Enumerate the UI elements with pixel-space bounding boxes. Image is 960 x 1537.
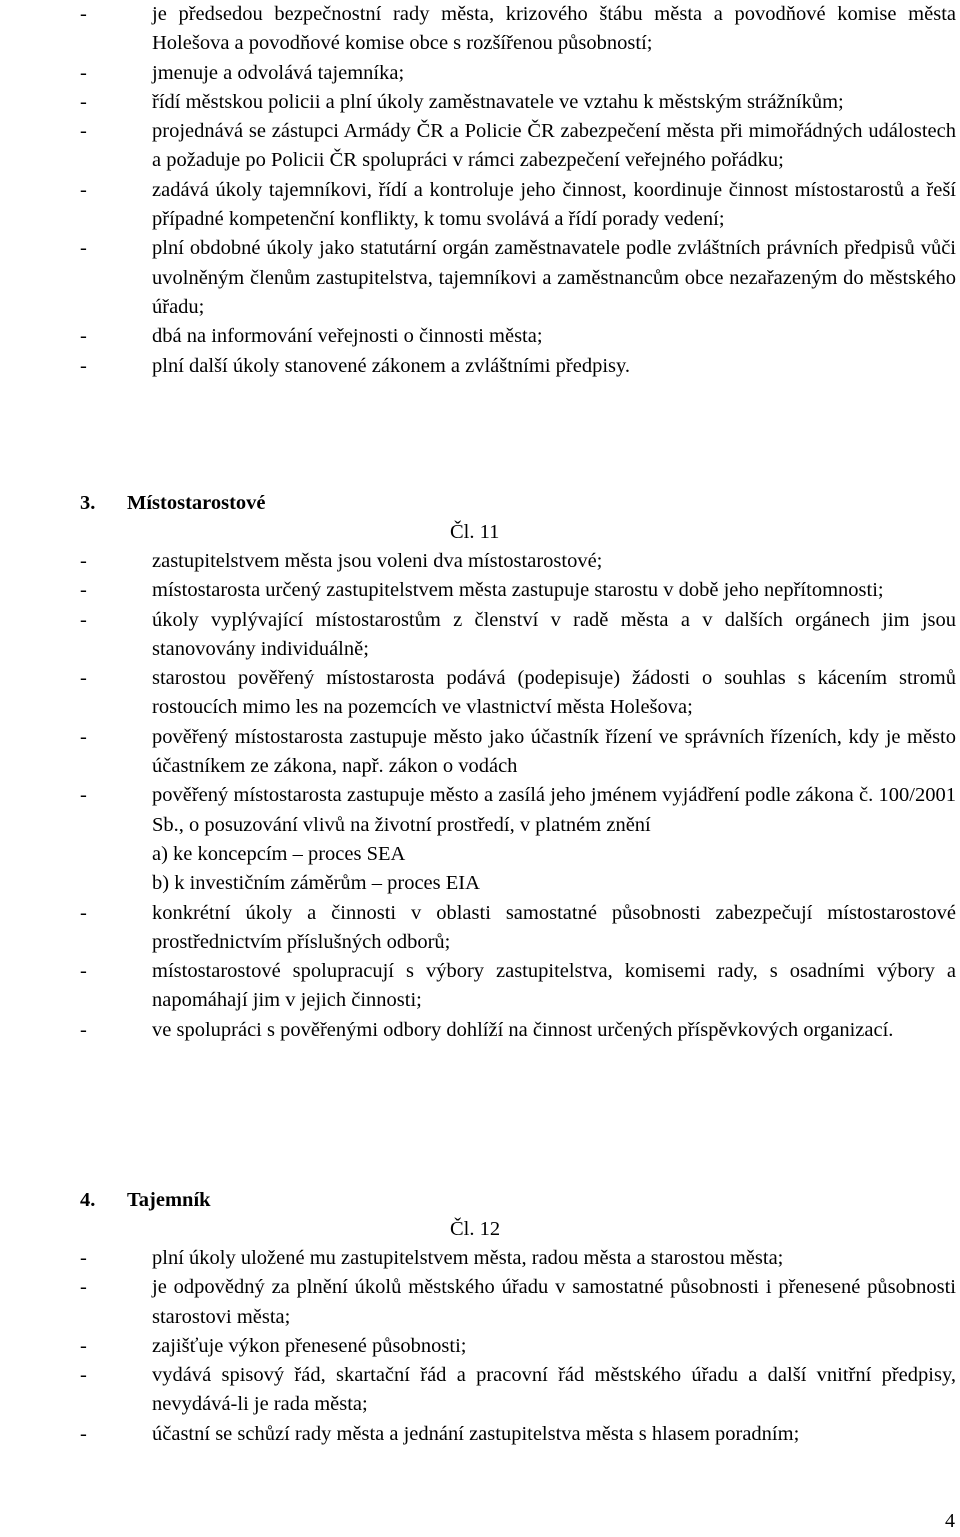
list-item <box>0 576 960 605</box>
list-dash: - <box>80 1334 87 1357</box>
section-heading-secretary <box>80 1186 211 1215</box>
sub-item-eia: b) k investičním záměrům – proces EIA <box>152 872 480 895</box>
list-dash: - <box>80 178 87 201</box>
list-dash: - <box>80 1276 87 1299</box>
list-item-text: místostarosta určený zastupitelstvem města zastupuje starostu v době jeho nepřítomnosti; <box>152 579 884 602</box>
list-dash: - <box>80 579 87 602</box>
list-dash: - <box>80 325 87 348</box>
deputy-mayors-list <box>0 547 960 1045</box>
list-item <box>0 1361 960 1420</box>
list-item-text: zadává úkoly tajemníkovi, řídí a kontroluje jeho činnost, koordinuje činnost místostarostů a řeší případné kompetenční konflikty, k tomu svolává a řídí porady vedení; <box>152 178 956 231</box>
section-title: Tajemník <box>127 1189 211 1211</box>
page-number: 4 <box>945 1510 955 1532</box>
list-item <box>0 957 960 1016</box>
list-dash: - <box>80 1018 87 1041</box>
list-dash: - <box>80 725 87 748</box>
list-item <box>0 0 960 59</box>
list-item <box>0 1016 960 1045</box>
list-item-text: pověřený místostarosta zastupuje město jako účastník řízení ve správních řízeních, kdy je město účastníkem ze zákona, např. zákon o vodách <box>152 725 956 778</box>
list-item-text: úkoly vyplývající místostarostům z členství v radě města a v dalších orgánech jim jsou stanovovány individuálně; <box>152 608 956 660</box>
list-item-text: dbá na informování veřejnosti o činnosti města; <box>152 325 543 348</box>
list-item <box>0 176 960 235</box>
list-item <box>0 1273 960 1332</box>
deputy-mayors-items-b <box>0 899 960 1045</box>
list-item <box>0 547 960 576</box>
list-item-text: vydává spisový řád, skartační řád a pracovní řád městského úřadu a další vnitřní předpisy, nevydává-li je rada města; <box>152 1364 956 1416</box>
list-item <box>0 723 960 782</box>
list-item-text: zastupitelstvem města jsou voleni dva místostarostové; <box>152 550 603 572</box>
list-dash: - <box>80 550 87 572</box>
list-item-text: konkrétní úkoly a činnosti v oblasti samostatné působnosti zabezpečují místostarostové prostřednictvím příslušných odborů; <box>152 901 956 953</box>
list-dash: - <box>80 61 87 84</box>
list-item-text: starostou pověřený místostarosta podává (podepisuje) žádosti o souhlas s kácením stromů rostoucích mimo les na pozemcích ve vlastnictví města Holešova; <box>152 667 956 719</box>
list-dash: - <box>80 1422 87 1445</box>
list-item-text: plní obdobné úkoly jako statutární orgán zaměstnavatele podle zvláštních právních předpisů vůči uvolněným členům zastupitelstva, tajemníkovi a zaměstnancům obce nezařazeným do městského úřadu; <box>152 237 956 318</box>
list-item <box>0 322 960 351</box>
list-item-text: projednává se zástupci Armády ČR a Policie ČR zabezpečení města při mimořádných událostech a požaduje po Policii ČR spolupráci v rámci zabezpečení veřejného pořádku; <box>152 120 956 172</box>
list-item-text: ve spolupráci s pověřenými odbory dohlíží na činnost určených příspěvkových organizací. <box>152 1018 894 1041</box>
duties-list-mayor <box>0 0 960 381</box>
list-item <box>0 664 960 723</box>
article-number: Čl. 11 <box>450 521 500 543</box>
section-number: 4. <box>80 1189 96 1211</box>
list-dash: - <box>80 3 87 25</box>
deputy-mayors-items-a <box>0 547 960 840</box>
list-item-text: pověřený místostarosta zastupuje město a zasílá jeho jménem vyjádření podle zákona č. 100/2001 Sb., o posuzování vlivů na životní prostředí, v platném znění <box>152 784 956 836</box>
list-dash: - <box>80 1364 87 1387</box>
list-item-text: zajišťuje výkon přenesené působnosti; <box>152 1334 467 1357</box>
list-dash: - <box>80 960 87 983</box>
list-dash: - <box>80 608 87 631</box>
list-item-text: účastní se schůzí rady města a jednání zastupitelstva města s hlasem poradním; <box>152 1422 800 1445</box>
list-dash: - <box>80 354 87 377</box>
list-item <box>0 1420 960 1449</box>
article-number: Čl. 12 <box>450 1218 501 1240</box>
list-item <box>0 1332 960 1361</box>
list-dash: - <box>80 667 87 690</box>
list-dash: - <box>80 901 87 924</box>
list-item <box>0 59 960 88</box>
section-title: Místostarostové <box>127 492 266 514</box>
section-heading-deputy-mayors <box>80 489 266 518</box>
list-item <box>0 352 960 381</box>
list-dash: - <box>80 90 87 113</box>
section-number: 3. <box>80 492 96 514</box>
secretary-list <box>0 1244 960 1449</box>
list-item <box>0 117 960 176</box>
list-item <box>0 234 960 322</box>
list-dash: - <box>80 784 87 807</box>
list-item <box>0 1244 960 1273</box>
list-item <box>0 899 960 958</box>
list-item-text: je předsedou bezpečnostní rady města, krizového štábu města a povodňové komise města Holešova a povodňové komise obce s rozšířenou působností; <box>152 3 956 55</box>
list-item-text: řídí městskou policii a plní úkoly zaměstnavatele ve vztahu k městským strážníkům; <box>152 90 844 113</box>
list-item-text: místostarostové spolupracují s výbory zastupitelstva, komisemi rady, s osadními výbory a napomáhají jim v jejich činnosti; <box>152 960 956 1012</box>
list-dash: - <box>80 120 87 143</box>
list-dash: - <box>80 1247 87 1269</box>
list-item <box>0 606 960 665</box>
list-item-text: je odpovědný za plnění úkolů městského úřadu v samostatné působnosti i přenesené působnosti starostovi města; <box>152 1276 956 1328</box>
list-item <box>0 781 960 840</box>
list-dash: - <box>80 237 87 260</box>
list-item-text: plní úkoly uložené mu zastupitelstvem města, radou města a starostou města; <box>152 1247 784 1269</box>
list-item-text: jmenuje a odvolává tajemníka; <box>152 61 405 84</box>
list-item-text: plní další úkoly stanovené zákonem a zvláštními předpisy. <box>152 354 631 377</box>
sub-item-sea: a) ke koncepcím – proces SEA <box>152 842 406 865</box>
list-item <box>0 88 960 117</box>
